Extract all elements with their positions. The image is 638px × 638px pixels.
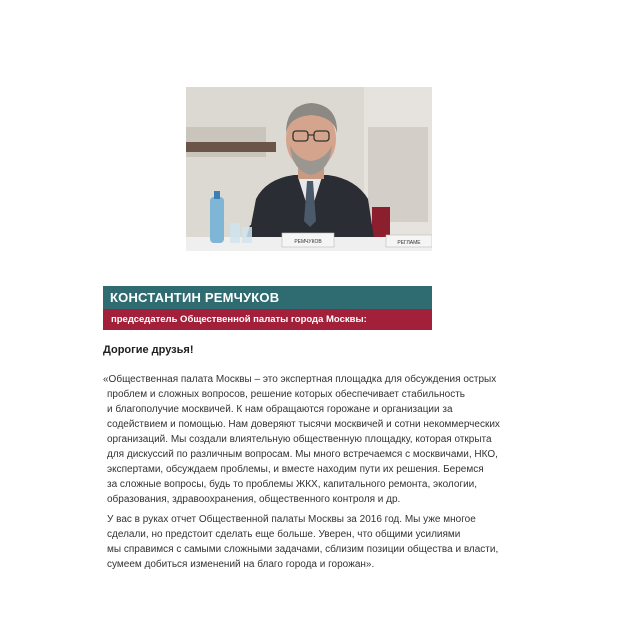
portrait-photo [186,87,432,251]
paragraph-line: экспертами, обсуждаем проблемы, и вместе находим пути их решения. Беремся [107,464,484,475]
role-banner: председатель Общественной палаты города Москвы: [103,309,432,330]
paragraph-line: «Общественная палата Москвы – это экспертная площадка для обсуждения острых [103,374,497,385]
paragraph-line: за сложные вопросы, будь то проблемы ЖКХ, капитального ремонта, экологии, [107,479,478,490]
paragraph-line: сумеем добиться изменений на благо города и горожан». [107,559,375,570]
nameplate-text: РЕМЧУКОВ [294,239,322,245]
paragraph-line: содействием и помощью. Нам доверяют тысячи москвичей и сотни некоммерческих [107,419,500,430]
paragraph-line: У вас в руках отчет Общественной палаты Москвы за 2016 год. Мы уже многое [107,514,476,525]
paragraph-line: и благополучие москвичей. К нам обращаются горожане и организации за [107,404,453,415]
letter-greeting: Дорогие друзья! [103,344,194,356]
paragraph-line: для дискуссий по различным вопросам. Мы много встречаемся с москвичами, НКО, [107,449,498,460]
paragraph-line: проблем и сложных вопросов, решение которых обеспечивает стабильность [107,389,465,400]
paragraph-line: сделали, но предстоит сделать еще больше. Уверен, что общими усилиями [107,529,461,540]
portrait-photo-illustration [186,87,432,251]
paragraph-line: мы справимся с самыми сложными задачами, сблизим позиции общества и власти, [107,544,499,555]
name-banner: КОНСТАНТИН РЕМЧУКОВ [103,286,432,309]
letter-paragraph-2 [107,512,498,572]
nameplate-right-text: РЕГЛАМЕ [397,240,421,246]
letter-paragraph-1 [103,372,500,507]
paragraph-line: образования, здравоохранения, общественного контроля и др. [107,494,401,505]
paragraph-line: организаций. Мы создали влиятельную общественную площадку, которая открыта [107,434,492,445]
